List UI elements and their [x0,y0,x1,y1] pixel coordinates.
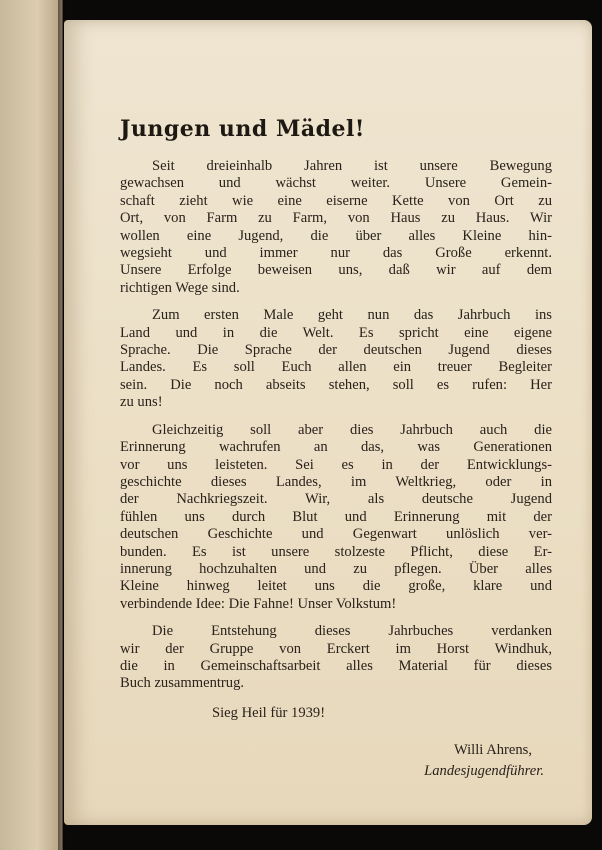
text-line: wollen eine Jugend, die über alles Kleine hin- [120,227,552,244]
text-line: wir der Gruppe von Erckert im Horst Windhuk, [120,640,552,657]
paragraph-1 [120,158,552,297]
text-line: Buch zusammentrug. [120,675,245,692]
page-content [120,116,552,780]
closing-greeting: Sieg Heil für 1939! [212,704,326,721]
text-line: Die Entstehung dieses Jahrbuches verdanken [152,623,552,640]
text-line: schaft zieht wie eine eiserne Kette von Ort zu [120,192,552,209]
text-line: zu uns! [120,394,163,411]
text-line: Zum ersten Male geht nun das Jahrbuch ins [152,307,552,324]
text-line: richtigen Wege sind. [120,279,240,296]
signature-name: Willi Ahrens, [453,741,532,758]
paragraph-3 [120,422,552,613]
text-line: innerung hochzuhalten und zu pflegen. Über alles [120,560,552,577]
text-line: die in Gemeinschaftsarbeit alles Material für dieses [120,657,552,674]
text-line: Kleine hinweg leitet uns die große, klare und [120,578,552,595]
signature-role: Landesjugendführer. [424,762,544,779]
text-line: geschichte dieses Landes, im Weltkrieg, oder in [120,473,552,490]
text-line: Ort, von Farm zu Farm, von Haus zu Haus. Wir [120,210,552,227]
paragraph-4 [120,623,552,693]
closing-block [120,705,552,780]
text-line: Sprache. Die Sprache der deutschen Jugend dieses [120,342,552,359]
text-line: Landes. Es soll Euch allen ein treuer Begleiter [120,359,552,376]
page-title: Jungen und Mädel! [120,116,365,142]
paragraph-2 [120,307,552,411]
text-line: sein. Die noch abseits stehen, soll es rufen: Her [120,376,552,393]
text-line: wegsieht und immer nur das Große erkennt. [120,245,552,262]
text-line: vor uns leisteten. Sei es in der Entwicklungs- [120,456,552,473]
text-line: verbindende Idee: Die Fahne! Unser Volkstum! [120,595,397,612]
left-page-edge [0,0,63,850]
text-line: gewachsen und wächst weiter. Unsere Gemein- [120,175,552,192]
text-line: Seit dreieinhalb Jahren ist unsere Bewegung [152,158,552,174]
text-line: Land und in die Welt. Es spricht eine eigene [120,324,552,341]
text-line: fühlen uns durch Blut und Erinnerung mit der [120,508,552,525]
text-line: Erinnerung wachrufen an das, was Generationen [120,439,552,456]
text-line: bunden. Es ist unsere stolzeste Pflicht, diese Er- [120,543,552,560]
book-page [64,20,592,825]
text-line: Unsere Erfolge beweisen uns, daß wir auf dem [120,262,552,279]
text-line: deutschen Geschichte und Gegenwart unlöslich ver- [120,526,552,543]
text-line: Gleichzeitig soll aber dies Jahrbuch auch die [152,421,552,438]
text-line: der Nachkriegszeit. Wir, als deutsche Jugend [120,491,552,508]
